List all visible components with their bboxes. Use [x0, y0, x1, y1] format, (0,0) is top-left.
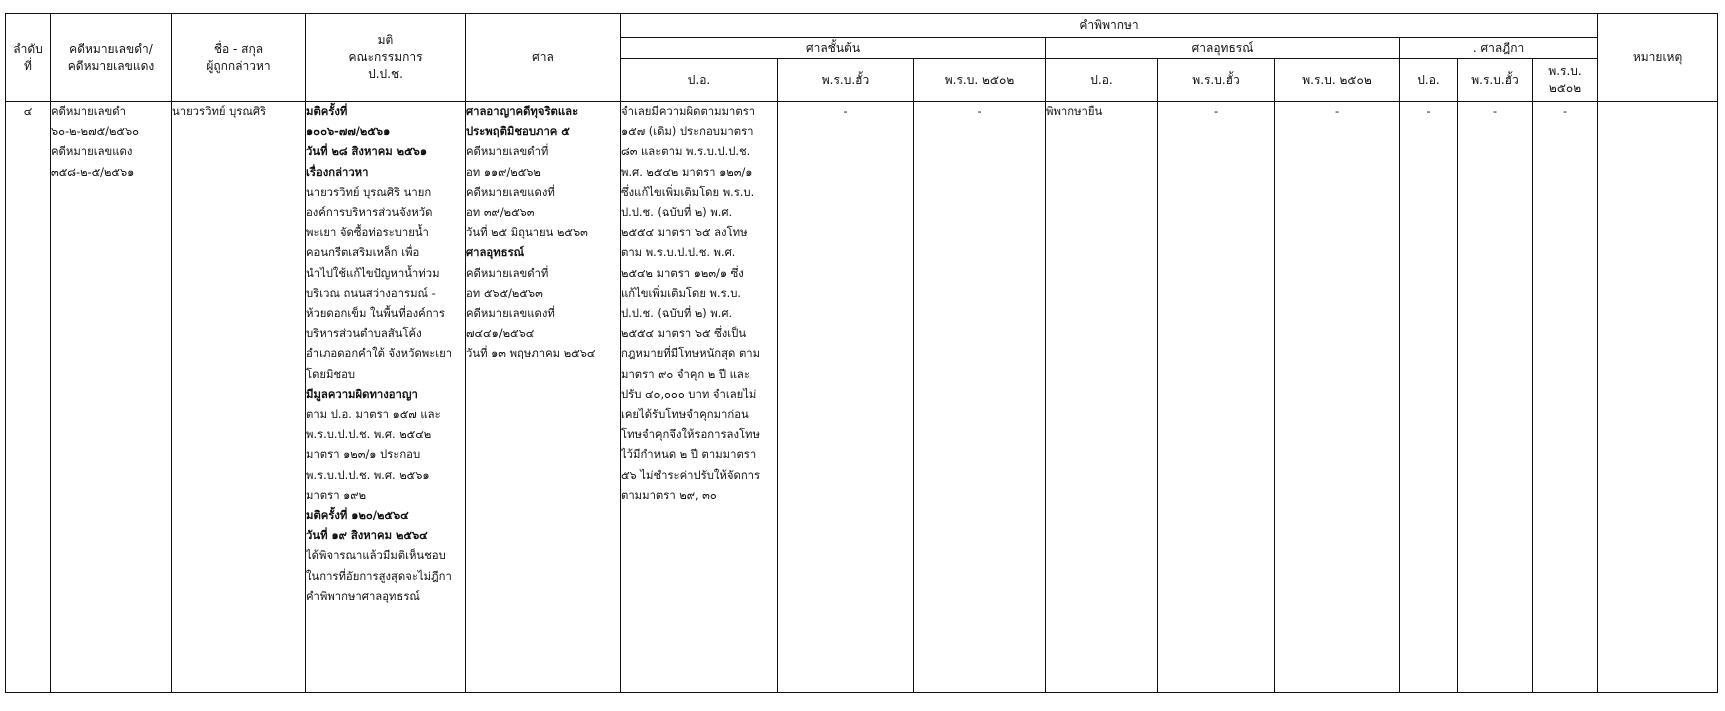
cell-line: ๕๖ ไม่ชำระค่าปรับให้จัดการ — [621, 468, 761, 482]
cell-line: ประพฤติมิชอบภาค ๕ — [466, 125, 570, 139]
cell-line: ๒๕๕๔ มาตรา ๖๕ ซึ่งเป็น — [621, 327, 747, 341]
cell-line: คดีหมายเลขแดงที่ — [466, 307, 555, 321]
header-supreme-po: ป.อ. — [1400, 59, 1458, 102]
cell-line: นายวรวิทย์ บุรณศิริ นายก — [306, 185, 432, 199]
row-appeal-po: พิพากษายืน — [1046, 102, 1158, 693]
cell-line: คดีหมายเลขดำที่ — [466, 266, 549, 280]
table-row — [6, 102, 1718, 693]
cell-line: ๘๓ และตาม พ.ร.บ.ป.ป.ช. — [621, 145, 751, 159]
cell-line: ป.ป.ช. (ฉบับที่ ๒) พ.ศ. — [621, 307, 733, 321]
row-remarks — [1598, 102, 1718, 693]
row-appeal-2502: - — [1275, 102, 1400, 693]
cell-line: นำไปใช้แก้ไขปัญหาน้ำท่วม — [306, 266, 440, 280]
judgment-table — [5, 13, 1718, 693]
cell-line: มาตรา ๑๙๒ — [306, 488, 367, 502]
header-supreme-2502: พ.ร.บ. ๒๕๐๒ — [1533, 59, 1598, 102]
cell-line: ซึ่งแก้ไขเพิ่มเติมโดย พ.ร.บ. — [621, 185, 755, 199]
cell-line: คดีหมายเลขดำที่ — [466, 145, 549, 159]
cell-line: อท ๑๑๙/๒๕๖๒ — [466, 165, 541, 179]
cell-line: บริเวณ ถนนสว่างอารมณ์ - — [306, 286, 436, 300]
row-first-hua: - — [778, 102, 914, 693]
header-court-first-instance: ศาลชั้นต้น — [621, 38, 1046, 59]
cell-line: ได้พิจารณาแล้วมีมติเห็นชอบ — [306, 549, 446, 563]
cell-line: บริหารส่วนตำบลสันโค้ง — [306, 327, 422, 341]
header-order: ลำดับ ที่ — [6, 14, 51, 102]
cell-line: วันที่ ๑๙ สิงหาคม ๒๕๖๔ — [306, 529, 428, 543]
cell-line: ศาลอุทธรณ์ — [466, 246, 525, 260]
cell-line: ๑๕๗ (เดิม) ประกอบมาตรา — [621, 125, 754, 139]
header-case-number: คดีหมายเลขดำ/ คดีหมายเลขแดง — [51, 14, 172, 102]
cell-line: วันที่ ๒๕ มิถุนายน ๒๕๖๓ — [466, 226, 588, 240]
header-judgment: คำพิพากษา — [621, 14, 1598, 38]
cell-line: คำพิพากษาศาลอุทธรณ์ — [306, 589, 420, 603]
header-court-supreme: . ศาลฎีกา — [1400, 38, 1598, 59]
row-court — [466, 102, 621, 693]
row-supreme-hua: - — [1458, 102, 1533, 693]
cell-line: ตามมาตรา ๒๙, ๓๐ — [621, 488, 717, 502]
header-court: ศาล — [466, 14, 621, 102]
header-appeal-po: ป.อ. — [1046, 59, 1158, 102]
cell-line: มาตรา ๑๒๓/๑ ประกอบ — [306, 448, 421, 462]
cell-line: ปรับ ๔๐,๐๐๐ บาท จำเลยไม่ — [621, 387, 757, 401]
cell-line: เรื่องกล่าวหา — [306, 165, 369, 179]
row-first-2502: - — [914, 102, 1046, 693]
cell-line: ๒๕๕๔ มาตรา ๖๕ ลงโทษ — [621, 226, 748, 240]
cell-line: คดีหมายเลขดำ — [51, 105, 126, 118]
header-appeal-2502: พ.ร.บ. ๒๕๐๒ — [1275, 59, 1400, 102]
cell-line: อท ๓๙/๒๕๖๓ — [466, 206, 535, 220]
cell-line: ๖๐-๒-๒๗๕/๒๕๖๐ — [51, 125, 140, 139]
cell-line: พ.ร.บ.ป.ป.ช. พ.ศ. ๒๕๔๒ — [306, 428, 432, 442]
cell-line: กฎหมายที่มีโทษหนักสุด ตาม — [621, 347, 761, 361]
row-accused-name: นายวรวิทย์ บุรณศิริ — [172, 102, 306, 693]
cell-line: เคยได้รับโทษจำคุกมาก่อน — [621, 408, 749, 422]
cell-line: วันที่ ๑๓ พฤษภาคม ๒๕๖๔ — [466, 347, 596, 361]
cell-line: มติครั้งที่ ๑๒๐/๒๕๖๔ — [306, 509, 409, 523]
cell-line: มติครั้งที่ — [306, 105, 348, 118]
cell-line: โดยมิชอบ — [306, 367, 356, 381]
cell-line: พ.ศ. ๒๕๔๒ มาตรา ๑๒๓/๑ — [621, 165, 753, 179]
row-order: ๔ — [6, 102, 51, 693]
cell-line: พะเยา จัดซื้อท่อระบายน้ำ — [306, 226, 429, 240]
row-supreme-po: - — [1400, 102, 1458, 693]
header-accused-name: ชื่อ - สกุล ผู้ถูกกล่าวหา — [172, 14, 306, 102]
cell-line: อำเภอดอกคำใต้ จังหวัดพะเยา — [306, 347, 453, 361]
cell-line: ๒๕๔๒ มาตรา ๑๒๓/๑ ซึ่ง — [621, 266, 744, 280]
row-nacc-resolution — [306, 102, 466, 693]
cell-line: ในการที่อัยการสูงสุดจะไม่ฎีกา — [306, 569, 452, 583]
header-first-po: ป.อ. — [621, 59, 778, 102]
header-court-appeal: ศาลอุทธรณ์ — [1046, 38, 1400, 59]
row-case-number — [51, 102, 172, 693]
cell-line: โทษจำคุกจึงให้รอการลงโทษ — [621, 428, 760, 442]
cell-line: วันที่ ๒๘ สิงหาคม ๒๕๖๑ — [306, 145, 428, 159]
cell-line: คดีหมายเลขแดง — [51, 145, 133, 159]
cell-line: แก้ไขเพิ่มเติมโดย พ.ร.บ. — [621, 286, 741, 300]
cell-line: องค์การบริหารส่วนจังหวัด — [306, 206, 433, 220]
cell-line: ไว้มีกำหนด ๒ ปี ตามมาตรา — [621, 448, 757, 462]
cell-line: ห้วยดอกเข็ม ในพื้นที่องค์การ — [306, 307, 445, 321]
cell-line: พ.ร.บ.ป.ป.ช. พ.ศ. ๒๕๖๑ — [306, 468, 430, 482]
cell-line: คอนกรีตเสริมเหล็ก เพื่อ — [306, 246, 420, 260]
header-remarks: หมายเหตุ — [1598, 14, 1718, 102]
cell-line: ป.ป.ช. (ฉบับที่ ๒) พ.ศ. — [621, 206, 733, 220]
cell-line: ตาม ป.อ. มาตรา ๑๕๗ และ — [306, 408, 441, 422]
header-appeal-hua: พ.ร.บ.ฮั้ว — [1158, 59, 1275, 102]
header-nacc-resolution: มติ คณะกรรมการ ป.ป.ช. — [306, 14, 466, 102]
cell-line: ศาลอาญาคดีทุจริตและ — [466, 105, 579, 118]
cell-line: อท ๕๖๕/๒๕๖๓ — [466, 286, 543, 300]
cell-line: ๑๐๐๖-๗๗/๒๕๖๑ — [306, 125, 391, 139]
row-first-po — [621, 102, 778, 693]
cell-line: มีมูลความผิดทางอาญา — [306, 387, 418, 401]
header-first-hua: พ.ร.บ.ฮั้ว — [778, 59, 914, 102]
row-supreme-2502: - — [1533, 102, 1598, 693]
cell-line: มาตรา ๙๐ จำคุก ๒ ปี และ — [621, 367, 750, 381]
header-supreme-hua: พ.ร.บ.ฮั้ว — [1458, 59, 1533, 102]
cell-line: คดีหมายเลขแดงที่ — [466, 185, 555, 199]
cell-line: ๗๔๔๑/๒๕๖๔ — [466, 327, 535, 341]
cell-line: ๓๕๘-๒-๕/๒๕๖๑ — [51, 165, 135, 179]
cell-line: ตาม พ.ร.บ.ป.ป.ช. พ.ศ. — [621, 246, 736, 260]
row-appeal-hua: - — [1158, 102, 1275, 693]
header-first-2502: พ.ร.บ. ๒๕๐๒ — [914, 59, 1046, 102]
cell-line: จำเลยมีความผิดตามมาตรา — [621, 105, 756, 118]
